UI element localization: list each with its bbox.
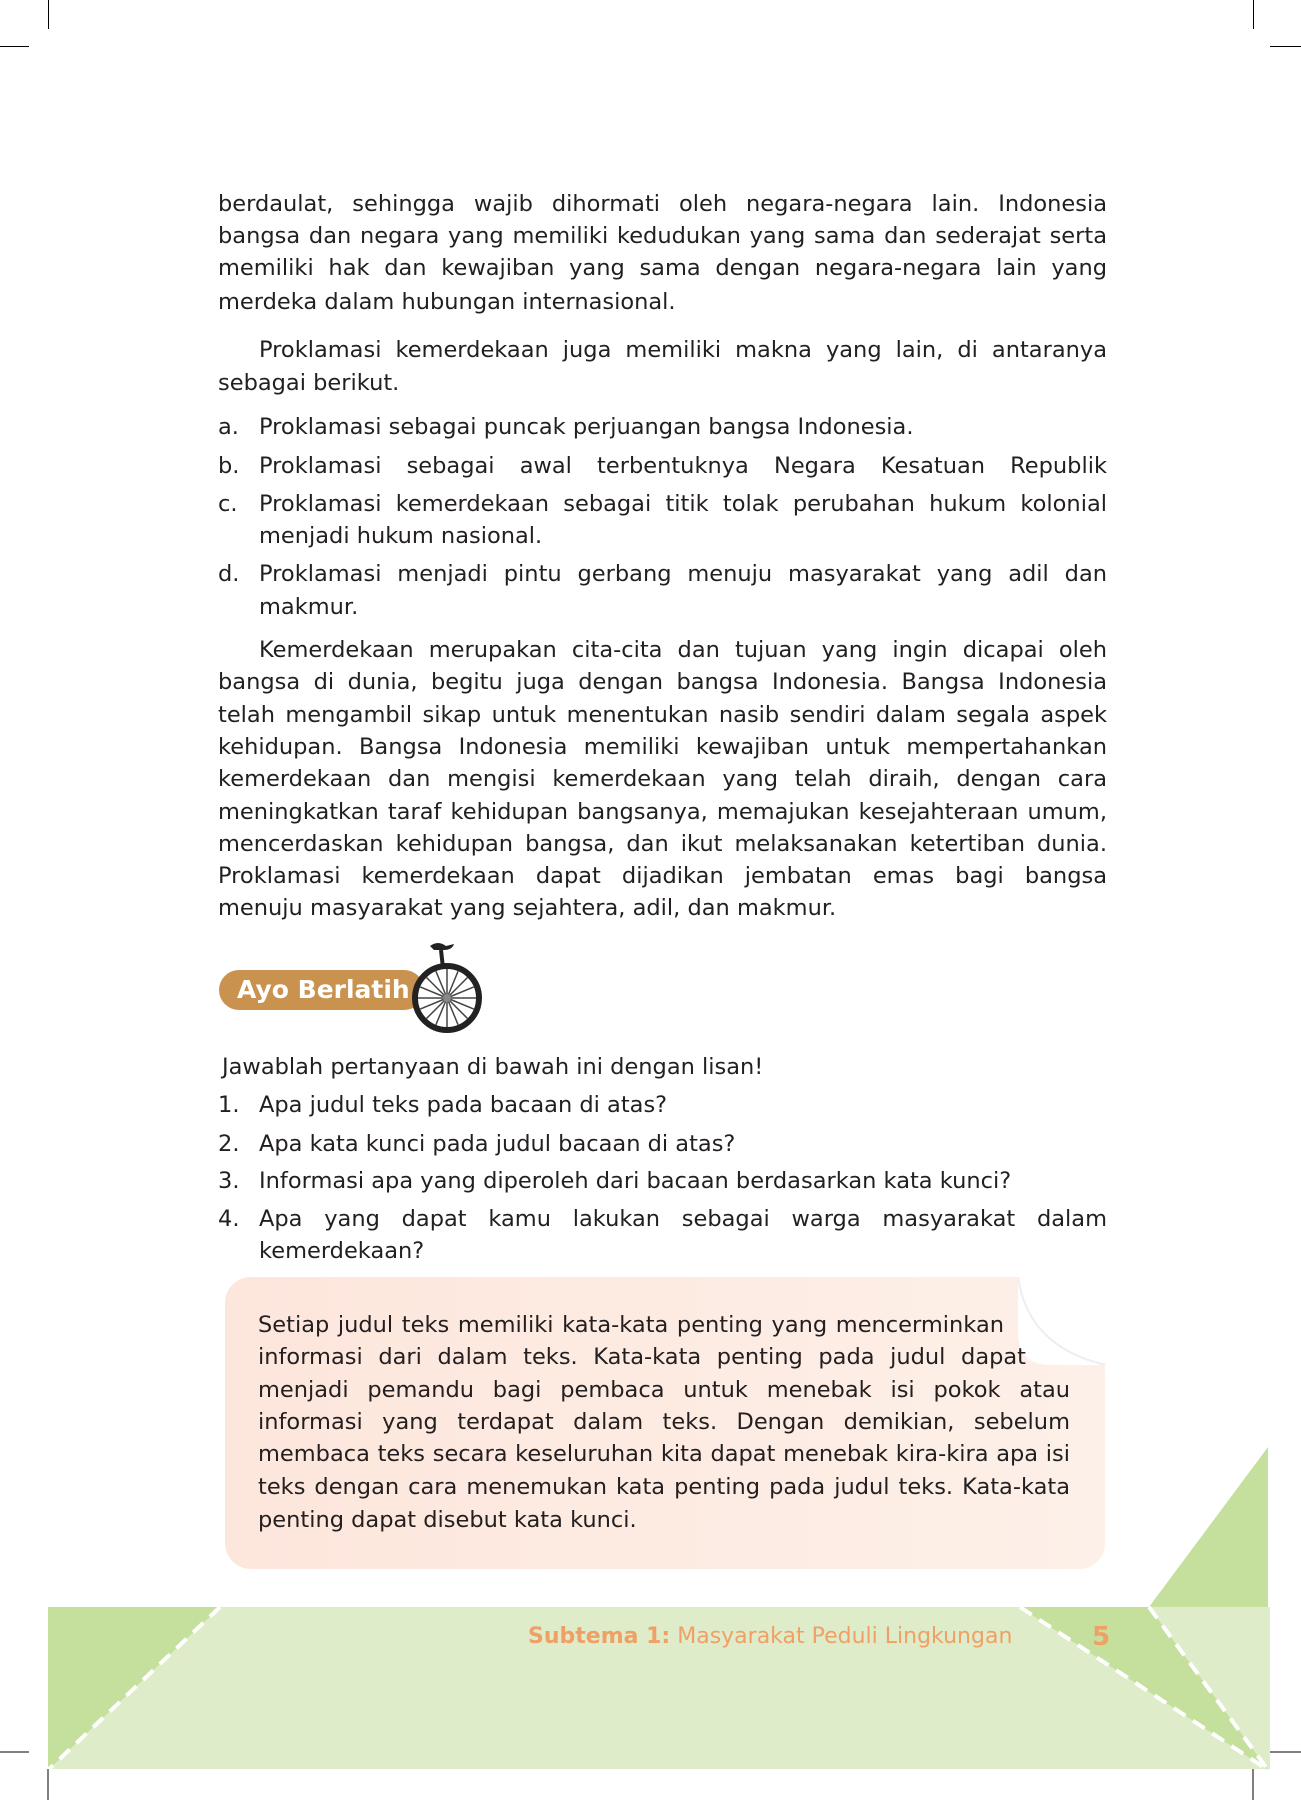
paragraph-line: kehidupan. Bangsa Indonesia memiliki kewajiban untuk mempertahankan xyxy=(218,734,1107,760)
question-number: 3. xyxy=(218,1168,240,1194)
paragraph-line: Proklamasi kemerdekaan dapat dijadikan jembatan emas bagi bangsa xyxy=(218,863,1107,889)
crop-mark xyxy=(1270,46,1301,47)
note-line: informasi dari dalam teks. Kata-kata penting pada judul dapat xyxy=(258,1344,1026,1370)
unicycle-icon xyxy=(408,940,486,1036)
list-marker: c. xyxy=(218,491,238,517)
note-line: membaca teks secara keseluruhan kita dapat menebak kira-kira apa isi xyxy=(258,1441,1070,1467)
paragraph-line: mencerdaskan kehidupan bangsa, dan ikut melaksanakan ketertiban dunia. xyxy=(218,831,1107,857)
question-number: 1. xyxy=(218,1092,240,1118)
paragraph-line: Proklamasi kemerdekaan juga memiliki makna yang lain, di antaranya xyxy=(259,337,1107,363)
question-text: Apa yang dapat kamu lakukan sebagai warga masyarakat dalam xyxy=(259,1206,1107,1232)
list-item-text: makmur. xyxy=(259,594,359,620)
list-item-text: Proklamasi sebagai awal terbentuknya Negara Kesatuan Republik xyxy=(259,453,1107,479)
question-number: 4. xyxy=(218,1206,240,1232)
paragraph-line: memiliki hak dan kewajiban yang sama dengan negara-negara lain yang xyxy=(218,255,1107,281)
note-line: penting dapat disebut kata kunci. xyxy=(258,1507,637,1533)
list-item-text: Proklamasi kemerdekaan sebagai titik tolak perubahan hukum kolonial xyxy=(259,491,1107,517)
note-line: informasi yang terdapat dalam teks. Dengan demikian, sebelum xyxy=(258,1409,1070,1435)
paragraph-line: berdaulat, sehingga wajib dihormati oleh negara-negara lain. Indonesia xyxy=(218,191,1107,217)
note-line: teks dengan cara menemukan kata penting pada judul teks. Kata-kata xyxy=(258,1474,1070,1500)
list-marker: d. xyxy=(218,561,240,587)
exercise-instruction: Jawablah pertanyaan di bawah ini dengan lisan! xyxy=(222,1054,764,1080)
paragraph-line: menuju masyarakat yang sejahtera, adil, dan makmur. xyxy=(218,895,837,921)
list-item-text: Proklamasi menjadi pintu gerbang menuju masyarakat yang adil dan xyxy=(259,561,1107,587)
list-item-text: Proklamasi sebagai puncak perjuangan bangsa Indonesia. xyxy=(259,414,914,440)
question-text: Apa judul teks pada bacaan di atas? xyxy=(259,1092,668,1118)
paragraph-line: meningkatkan taraf kehidupan bangsanya, memajukan kesejahteraan umum, xyxy=(218,799,1107,825)
note-line: menjadi pemandu bagi pembaca untuk menebak isi pokok atau xyxy=(258,1377,1070,1403)
list-marker: a. xyxy=(218,414,239,440)
paragraph-line: kemerdekaan dan mengisi kemerdekaan yang telah diraih, dengan cara xyxy=(218,766,1107,792)
question-text: kemerdekaan? xyxy=(259,1238,425,1264)
paragraph-line: telah mengambil sikap untuk menentukan nasib sendiri dalam segala aspek xyxy=(218,702,1107,728)
subtema-label: Subtema 1: xyxy=(528,1624,671,1649)
question-number: 2. xyxy=(218,1131,240,1157)
list-item-text: menjadi hukum nasional. xyxy=(259,523,543,549)
paragraph-line: bangsa di dunia, begitu juga dengan bangsa Indonesia. Bangsa Indonesia xyxy=(218,669,1107,695)
crop-mark xyxy=(1253,0,1254,29)
ayo-berlatih-badge: Ayo Berlatih xyxy=(219,970,424,1010)
paragraph-line: sebagai berikut. xyxy=(218,370,400,396)
note-line: Setiap judul teks memiliki kata-kata penting yang mencerminkan xyxy=(258,1312,1004,1338)
question-text: Informasi apa yang diperoleh dari bacaan berdasarkan kata kunci? xyxy=(259,1168,1012,1194)
crop-mark xyxy=(0,46,29,47)
list-marker: b. xyxy=(218,453,240,479)
folded-corner-icon xyxy=(1018,1277,1106,1365)
footer-subtema xyxy=(528,1624,1012,1649)
page-number: 5 xyxy=(1092,1622,1111,1652)
paragraph-line: Kemerdekaan merupakan cita-cita dan tujuan yang ingin dicapai oleh xyxy=(259,637,1107,663)
crop-mark xyxy=(48,0,49,29)
paragraph-line: merdeka dalam hubungan internasional. xyxy=(218,289,676,315)
question-text: Apa kata kunci pada judul bacaan di atas? xyxy=(259,1131,736,1157)
paragraph-line: bangsa dan negara yang memiliki kedudukan yang sama dan sederajat serta xyxy=(218,223,1107,249)
subtema-title: Masyarakat Peduli Lingkungan xyxy=(670,1624,1013,1649)
